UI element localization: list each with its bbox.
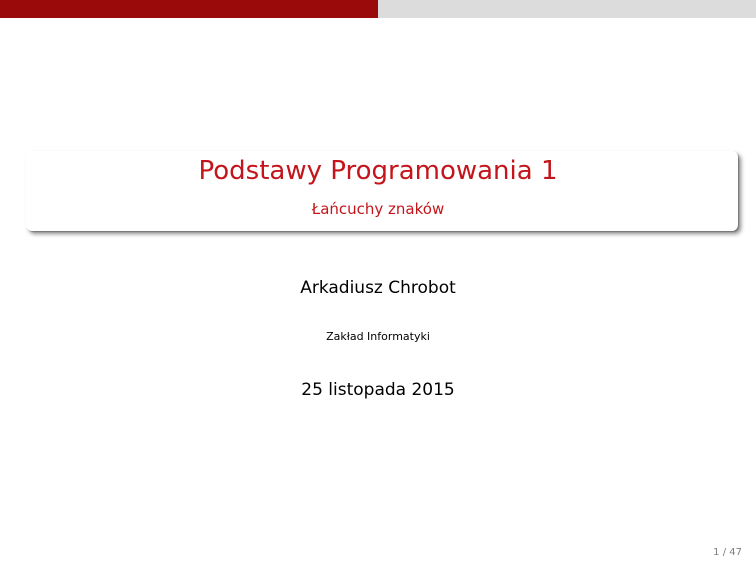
presentation-date: 25 listopada 2015 [301,380,455,400]
slide-subtitle: Łańcuchy znaków [311,200,445,218]
institute-name: Zakład Informatyki [326,330,430,343]
page-number: 1 / 47 [713,547,742,558]
progress-bar-fill [0,0,378,18]
slide-title: Podstawy Programowania 1 [198,156,558,186]
progress-bar [0,0,756,18]
author-name: Arkadiusz Chrobot [300,278,456,298]
